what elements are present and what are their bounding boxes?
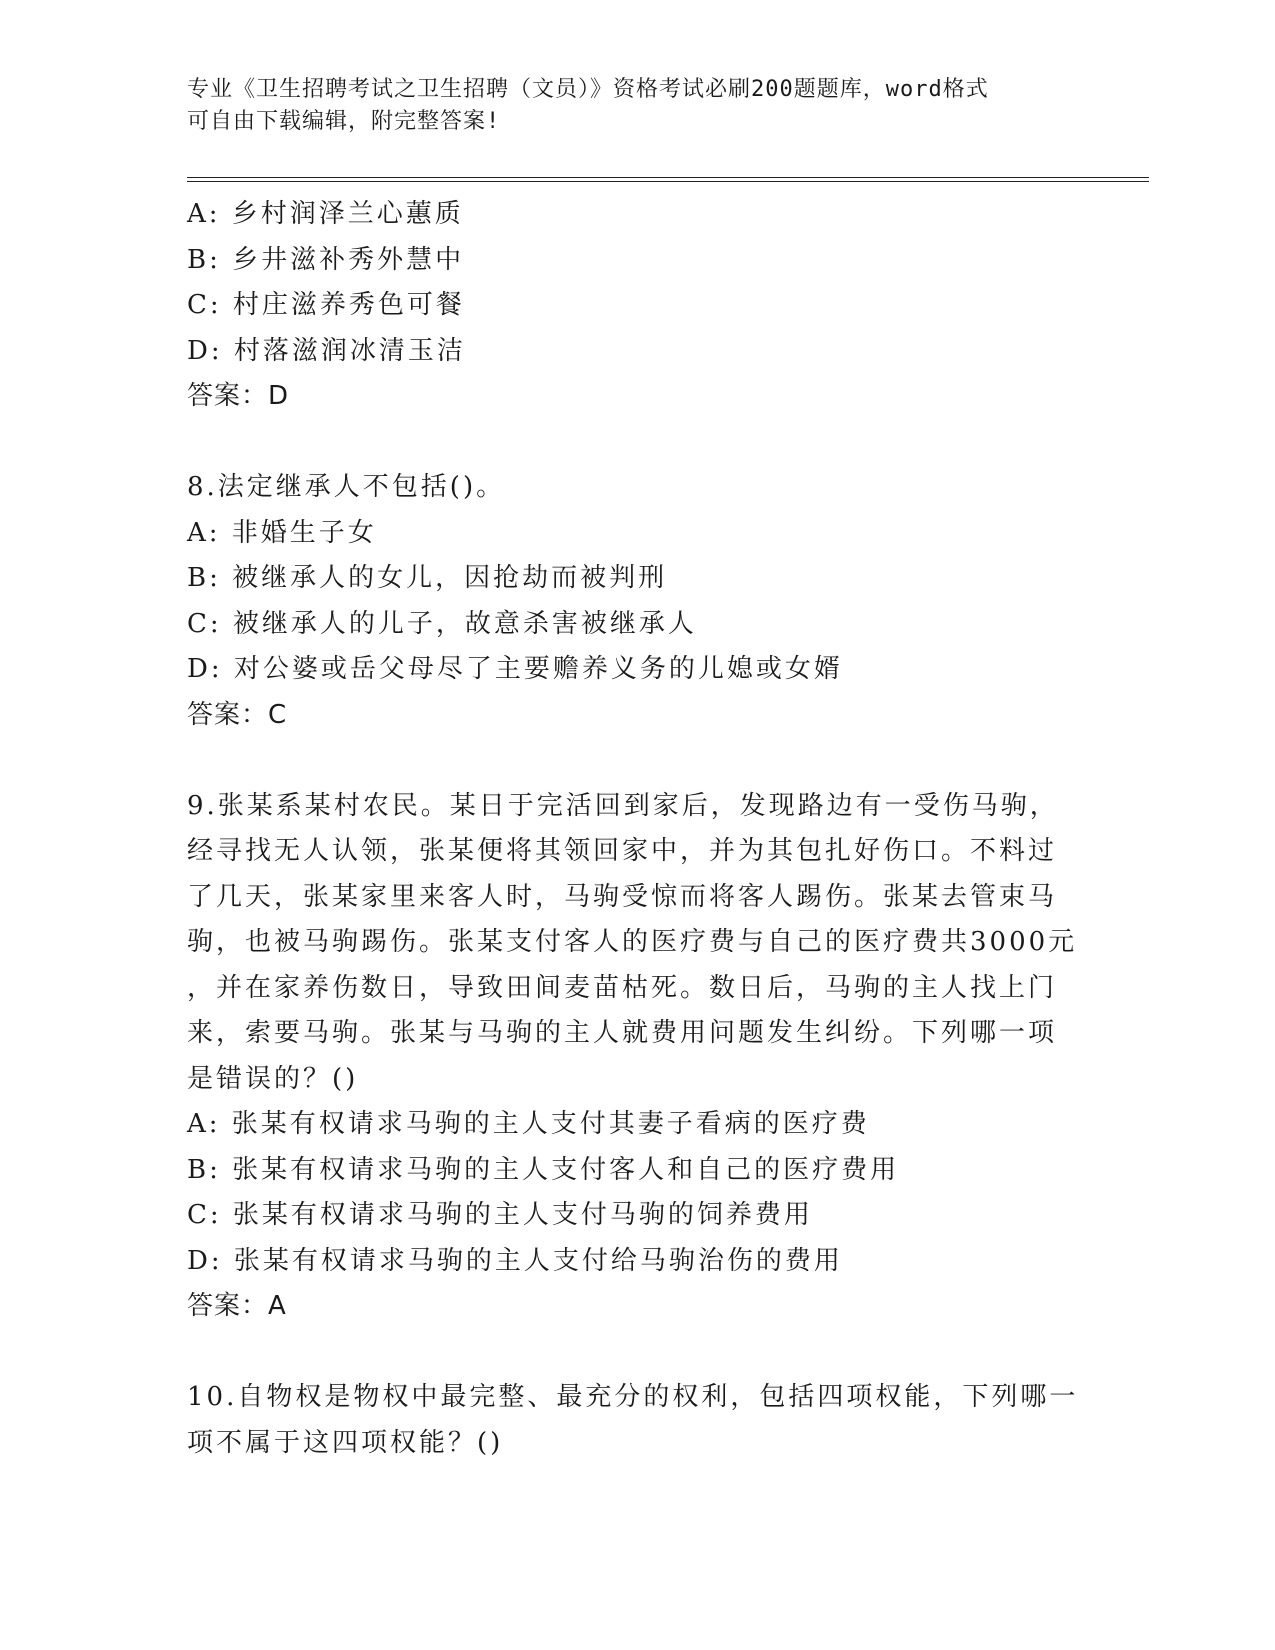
header-line-1: 专业《卫生招聘考试之卫生招聘（文员）》资格考试必刷200题题库，word格式 (187, 77, 989, 102)
question-10 (187, 1375, 1087, 1466)
option-a: A: 张某有权请求马驹的主人支付其妻子看病的医疗费 (187, 1109, 870, 1139)
question-stem-line: ，并在家养伤数日，导致田间麦苗枯死。数日后，马驹的主人找上门 (187, 972, 1058, 1003)
question-stem-line: 项不属于这四项权能？() (187, 1427, 504, 1458)
option-a: A: 乡村润泽兰心蕙质 (187, 199, 464, 229)
option-d: D: 对公婆或岳父母尽了主要赡养义务的儿媳或女婿 (187, 654, 843, 684)
header-line-2: 可自由下载编辑，附完整答案! (187, 109, 501, 134)
option-d: D: 张某有权请求马驹的主人支付给马驹治伤的费用 (187, 1245, 843, 1276)
document-header (187, 74, 1067, 138)
option-b: B: 被继承人的女儿，因抢劫而被判刑 (187, 563, 668, 593)
option-a: A: 非婚生子女 (187, 517, 377, 548)
answer: 答案：A (187, 1291, 287, 1321)
question-stem-line: 来，索要马驹。张某与马驹的主人就费用问题发生纠纷。下列哪一项 (187, 1018, 1058, 1048)
option-c: C: 被继承人的儿子，故意杀害被继承人 (187, 608, 697, 639)
question-stem-line: 9.张某系某村农民。某日于完活回到家后，发现路边有一受伤马驹， (187, 790, 1059, 821)
question-stem-line: 经寻找无人认领，张某便将其领回家中，并为其包扎好伤口。不料过 (187, 836, 1058, 866)
question-stem-line: 10.自物权是物权中最完整、最充分的权利，包括四项权能，下列哪一 (187, 1382, 1079, 1412)
spacer (187, 420, 1087, 466)
answer: 答案：D (187, 381, 290, 411)
option-d: D: 村落滋润冰清玉洁 (187, 335, 466, 366)
question-stem-line: 了几天，张某家里来客人时，马驹受惊而将客人踢伤。张某去管束马 (187, 881, 1058, 912)
question-8 (187, 465, 1087, 738)
spacer (187, 738, 1087, 784)
option-b: B: 张某有权请求马驹的主人支付客人和自己的医疗费用 (187, 1154, 900, 1185)
header-divider-top (187, 177, 1149, 178)
question-stem-line: 是错误的？() (187, 1063, 359, 1094)
spacer (187, 1330, 1087, 1376)
question-stem-line: 驹，也被马驹踢伤。张某支付客人的医疗费与自己的医疗费共3000元 (187, 927, 1078, 957)
question-9 (187, 784, 1087, 1330)
option-c: C: 张某有权请求马驹的主人支付马驹的饲养费用 (187, 1200, 813, 1230)
option-b: B: 乡井滋补秀外慧中 (187, 244, 465, 275)
option-c: C: 村庄滋养秀色可餐 (187, 290, 465, 320)
question-list (187, 192, 1087, 1466)
question-7 (187, 192, 1087, 420)
question-stem: 8.法定继承人不包括()。 (187, 472, 506, 502)
answer: 答案：C (187, 699, 288, 730)
header-divider-bottom (187, 181, 1149, 182)
